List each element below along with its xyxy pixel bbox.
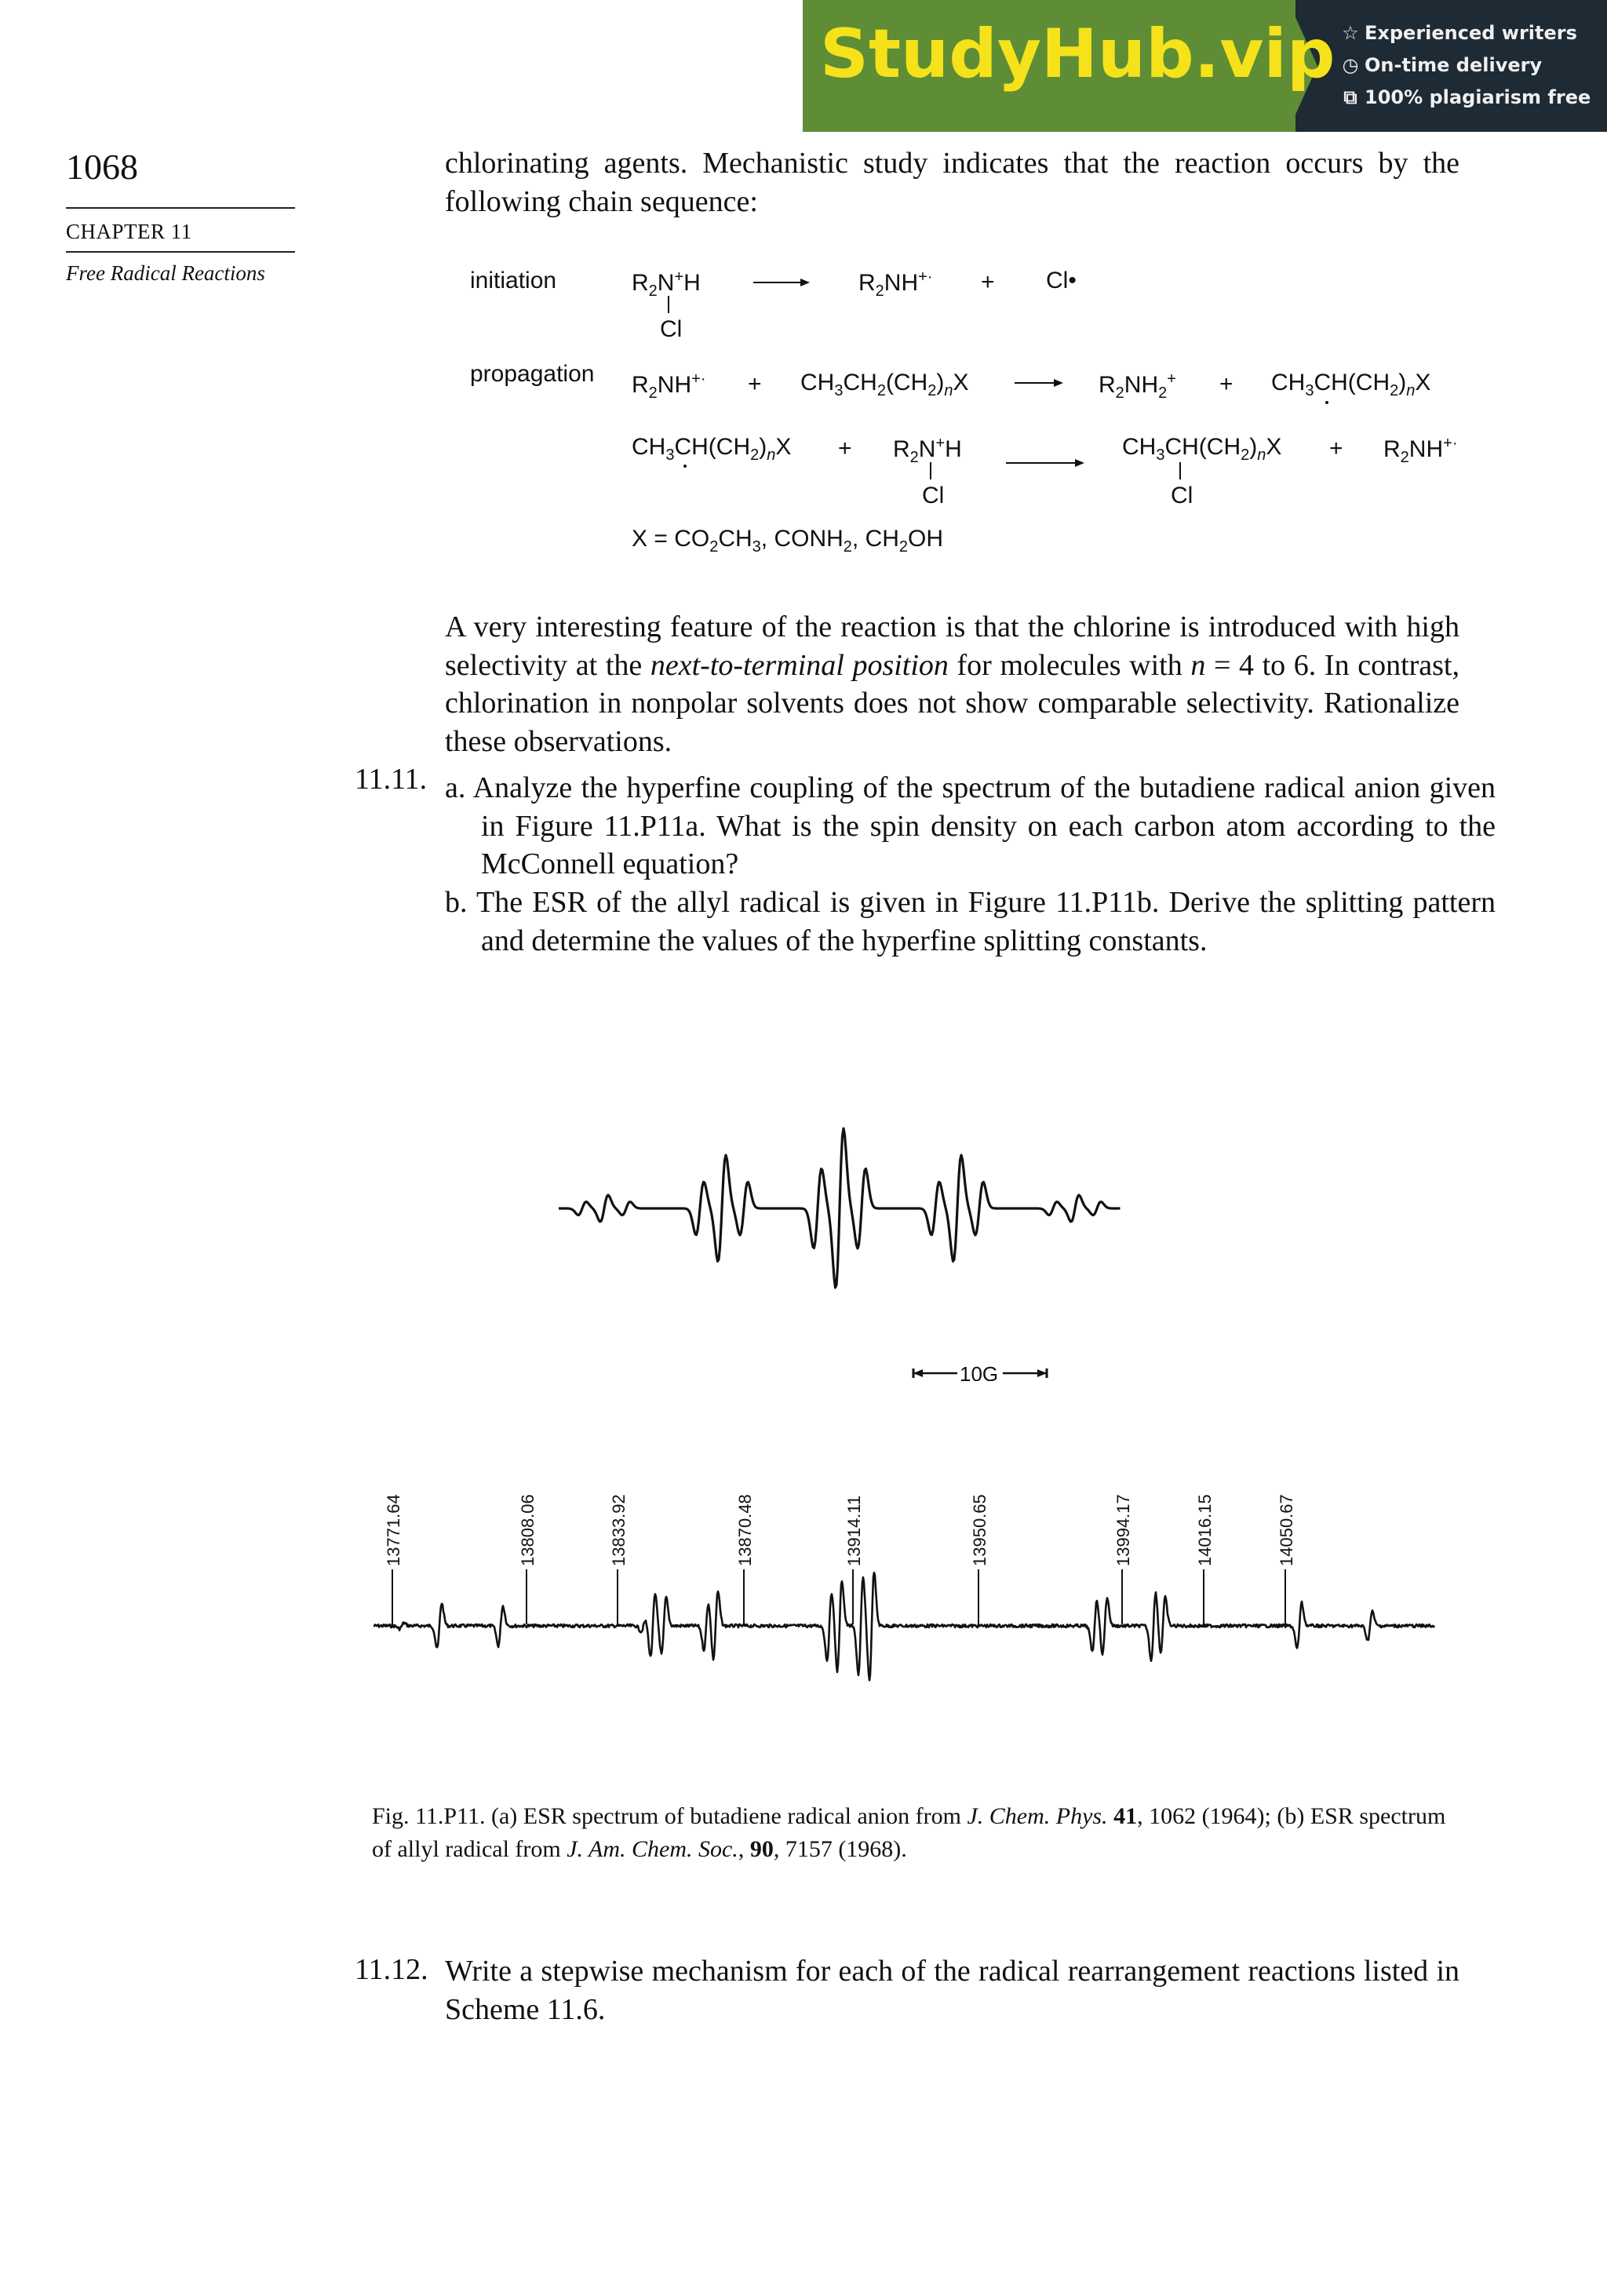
- plus-sign: +: [1219, 371, 1233, 397]
- para-text: = 4 to 6. In contrast, chlorination in nonpolar solvents does not show comparable selectivity. Rationalize these observations.: [445, 648, 1459, 758]
- aminium-radical-cation: $R_2NH^{+\cdot}$: [858, 268, 933, 300]
- caption-text: ,: [738, 1836, 750, 1862]
- copy-icon: ⧉: [1343, 86, 1357, 108]
- feature-on-time-delivery: [1341, 56, 1542, 75]
- peak-label: 13771.64: [384, 1494, 403, 1566]
- journal-name: J. Chem. Phys.: [967, 1803, 1108, 1829]
- feature-plagiarism-free: [1341, 88, 1591, 107]
- reactant-chloroamine: $R_2N^+H$: [893, 435, 962, 466]
- figure-caption: [372, 1800, 1463, 1866]
- esr-spectrum-allyl: [361, 1467, 1444, 1781]
- initiation-label: initiation: [470, 268, 557, 293]
- x-definition: $X = CO_2CH_3$, $CONH_2$, $CH_2OH$: [632, 526, 944, 556]
- peak-label: 14016.15: [1195, 1494, 1215, 1566]
- feature-text: 100% plagiarism free: [1365, 86, 1591, 108]
- chlorine-substituent: Cl: [660, 316, 683, 342]
- problem-11-11-a: a. Analyze the hyperfine coupling of the spectrum of the butadiene radical anion given in Figure 11.P11a. What is the spin density on each carbon atom according to the McConnell equation?: [445, 771, 1496, 881]
- chlorine-substituent: Cl: [922, 483, 945, 508]
- feature-experienced-writers: [1341, 24, 1577, 42]
- radical-dot: [683, 465, 687, 468]
- feature-text: Experienced writers: [1365, 22, 1577, 44]
- chlorine-atom: Cl•: [1046, 268, 1077, 293]
- plus-sign: +: [748, 371, 762, 397]
- caption-text: Fig. 11.P11. (a) ESR spectrum of butadiene radical anion from: [372, 1803, 967, 1829]
- para-text: for molecules with: [948, 648, 1191, 682]
- journal-name: J. Am. Chem. Soc.: [567, 1836, 738, 1862]
- peak-label: 13914.11: [844, 1495, 864, 1566]
- propagation-label: propagation: [470, 361, 595, 387]
- selectivity-paragraph: [445, 608, 1459, 760]
- chlorine-substituent: Cl: [1171, 483, 1193, 508]
- margin-rule-bottom: [66, 251, 295, 253]
- bond-line: [1179, 462, 1181, 479]
- star-icon: ☆: [1342, 22, 1359, 44]
- chapter-label: CHAPTER 11: [66, 220, 192, 243]
- problem-11-11-b: b. The ESR of the allyl radical is given in Figure 11.P11b. Derive the splitting pattern and determine the values of the hyperfine splitting constants.: [445, 886, 1496, 957]
- para-emphasis: next-to-terminal position: [650, 648, 949, 682]
- peak-label: 14050.67: [1277, 1494, 1296, 1566]
- carbon-radical: $CH_3CH(CH_2)_nX$: [632, 434, 792, 464]
- aminium-radical-cation: $R_2NH^{+\cdot}$: [632, 370, 706, 402]
- esr-spectrum-butadiene: [549, 1036, 1130, 1381]
- intro-paragraph: chlorinating agents. Mechanistic study indicates that the reaction occurs by the following chain sequence:: [445, 147, 1459, 218]
- radical-dot: [1325, 401, 1328, 404]
- chapter-title: Free Radical Reactions: [66, 261, 265, 285]
- bond-line: [668, 296, 669, 313]
- caption-text: , 7157 (1968).: [773, 1836, 907, 1862]
- para-variable: n: [1190, 648, 1206, 682]
- volume-number: 90: [749, 1836, 774, 1862]
- spectrum-trace: [374, 1573, 1434, 1680]
- peak-label: 13808.06: [518, 1494, 537, 1566]
- peak-label: 13994.17: [1113, 1494, 1133, 1566]
- reactant-chloroamine: $R_2N^+H$: [632, 268, 701, 300]
- ammonium-cation: $R_2NH_2^+$: [1099, 370, 1176, 402]
- chlorinated-product: $CH_3CH(CH_2)_nX$: [1122, 434, 1282, 464]
- feature-text: On-time delivery: [1365, 54, 1543, 76]
- aminium-radical-cation: $R_2NH^{+\cdot}$: [1383, 435, 1458, 466]
- peak-label: 13833.92: [609, 1494, 629, 1566]
- problem-number-11-11: 11.11.: [355, 763, 428, 796]
- para-text: A very interesting feature of the reaction is that the chlorine is introduced with high selectivity at the: [445, 610, 1459, 682]
- volume-number: 41: [1113, 1803, 1138, 1829]
- carbon-radical: $CH_3CH(CH_2)_nX$: [1271, 370, 1431, 399]
- page-number: 1068: [66, 147, 138, 187]
- reaction-arrow: [753, 275, 810, 290]
- plus-sign: +: [1329, 436, 1343, 461]
- clock-icon: ◷: [1342, 54, 1359, 76]
- plus-sign: +: [838, 436, 852, 461]
- promo-banner[interactable]: [803, 0, 1607, 132]
- scale-bar: [913, 1362, 1047, 1381]
- margin-rule-top: [66, 207, 295, 209]
- peak-label: 13950.65: [970, 1494, 989, 1566]
- bond-line: [930, 462, 931, 479]
- problem-11-12: Write a stepwise mechanism for each of the radical rearrangement reactions listed in Scheme 11.6.: [445, 1955, 1459, 2026]
- reaction-arrow: [1015, 375, 1063, 391]
- scale-label: 10G: [960, 1362, 999, 1381]
- reaction-arrow: [1006, 455, 1084, 471]
- caption-text: , 1062 (1964); (b) ESR spectrum of allyl radical from: [372, 1803, 1446, 1862]
- substrate: $CH_3CH_2(CH_2)_nX$: [800, 370, 969, 399]
- peak-label: 13870.48: [735, 1494, 755, 1566]
- problem-number-11-12: 11.12.: [355, 1953, 428, 1986]
- plus-sign: +: [981, 269, 995, 295]
- brand-logo[interactable]: StudyHub.vip: [820, 15, 1336, 93]
- spectrum-trace: [559, 1128, 1121, 1288]
